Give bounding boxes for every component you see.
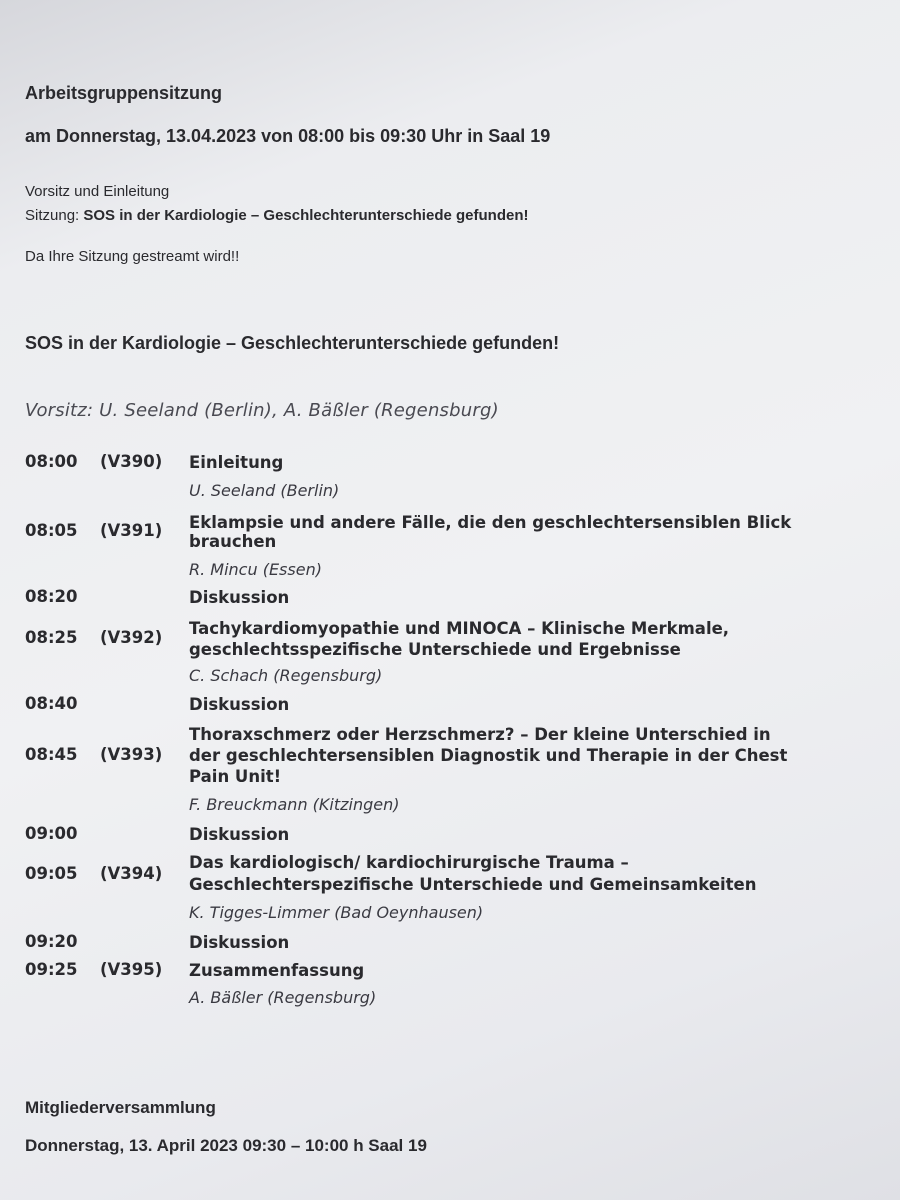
program-title-line: Zusammenfassung: [189, 961, 365, 980]
sitzung-line: [25, 207, 528, 224]
program-code: (V394): [100, 864, 163, 883]
program-speaker: A. Bäßler (Regensburg): [189, 988, 377, 1007]
program-time: 08:05: [25, 521, 78, 540]
program-title-line: Diskussion: [189, 825, 290, 844]
program-speaker: R. Mincu (Essen): [189, 560, 322, 579]
session-date-line: am Donnerstag, 13.04.2023 von 08:00 bis 09:30 Uhr in Saal 19: [25, 126, 551, 146]
program-title-line: Diskussion: [189, 933, 290, 952]
session-title: SOS in der Kardiologie – Geschlechterunterschiede gefunden!: [25, 333, 560, 353]
program-time: 09:25: [25, 960, 78, 979]
program-speaker: U. Seeland (Berlin): [189, 481, 340, 500]
sitzung-label: Sitzung:: [25, 207, 84, 224]
program-title-line: Diskussion: [189, 695, 290, 714]
program-code: (V390): [100, 452, 163, 471]
vorsitz-einleitung-line: Vorsitz und Einleitung: [25, 183, 170, 200]
heading-arbeitsgruppensitzung: Arbeitsgruppensitzung: [25, 83, 222, 103]
program-code: (V395): [100, 960, 163, 979]
program-time: 08:40: [25, 694, 78, 713]
program-title-line: geschlechtsspezifische Unterschiede und Ergebnisse: [189, 640, 681, 659]
program-title-line: Tachykardiomyopathie und MINOCA – Klinische Merkmale,: [189, 619, 730, 638]
program-time: 08:25: [25, 628, 78, 647]
program-title-line: Thoraxschmerz oder Herzschmerz? – Der kleine Unterschied in: [189, 725, 771, 744]
program-speaker: C. Schach (Regensburg): [189, 666, 383, 685]
footer-title: Mitgliederversammlung: [25, 1098, 216, 1117]
stream-note: Da Ihre Sitzung gestreamt wird!!: [25, 248, 240, 265]
program-title-line: Das kardiologisch/ kardiochirurgische Trauma –: [189, 853, 629, 872]
program-title-line: Einleitung: [189, 453, 284, 472]
program-time: 08:45: [25, 745, 78, 764]
program-title-line: Eklampsie und andere Fälle, die den geschlechtersensiblen Blick: [189, 513, 792, 532]
program-code: (V393): [100, 745, 163, 764]
program-speaker: K. Tigges-Limmer (Bad Oeynhausen): [189, 903, 484, 922]
program-time: 08:00: [25, 452, 78, 471]
program-title-line: brauchen: [189, 532, 277, 551]
footer-date-line: Donnerstag, 13. April 2023 09:30 – 10:00 h Saal 19: [25, 1136, 427, 1155]
program-code: (V391): [100, 521, 163, 540]
program-time: 09:20: [25, 932, 78, 951]
program-speaker: F. Breuckmann (Kitzingen): [189, 795, 400, 814]
program-title-line: Diskussion: [189, 588, 290, 607]
program-title-line: Pain Unit!: [189, 767, 282, 786]
program-time: 09:00: [25, 824, 78, 843]
program-time: 08:20: [25, 587, 78, 606]
program-time: 09:05: [25, 864, 78, 883]
sitzung-title: SOS in der Kardiologie – Geschlechterunterschiede gefunden!: [83, 207, 529, 224]
program-title-line: der geschlechtersensiblen Diagnostik und Therapie in der Chest: [189, 746, 788, 765]
program-code: (V392): [100, 628, 163, 647]
session-chairs: Vorsitz: U. Seeland (Berlin), A. Bäßler (Regensburg): [25, 400, 499, 421]
program-title-line: Geschlechterspezifische Unterschiede und Gemeinsamkeiten: [189, 875, 757, 894]
